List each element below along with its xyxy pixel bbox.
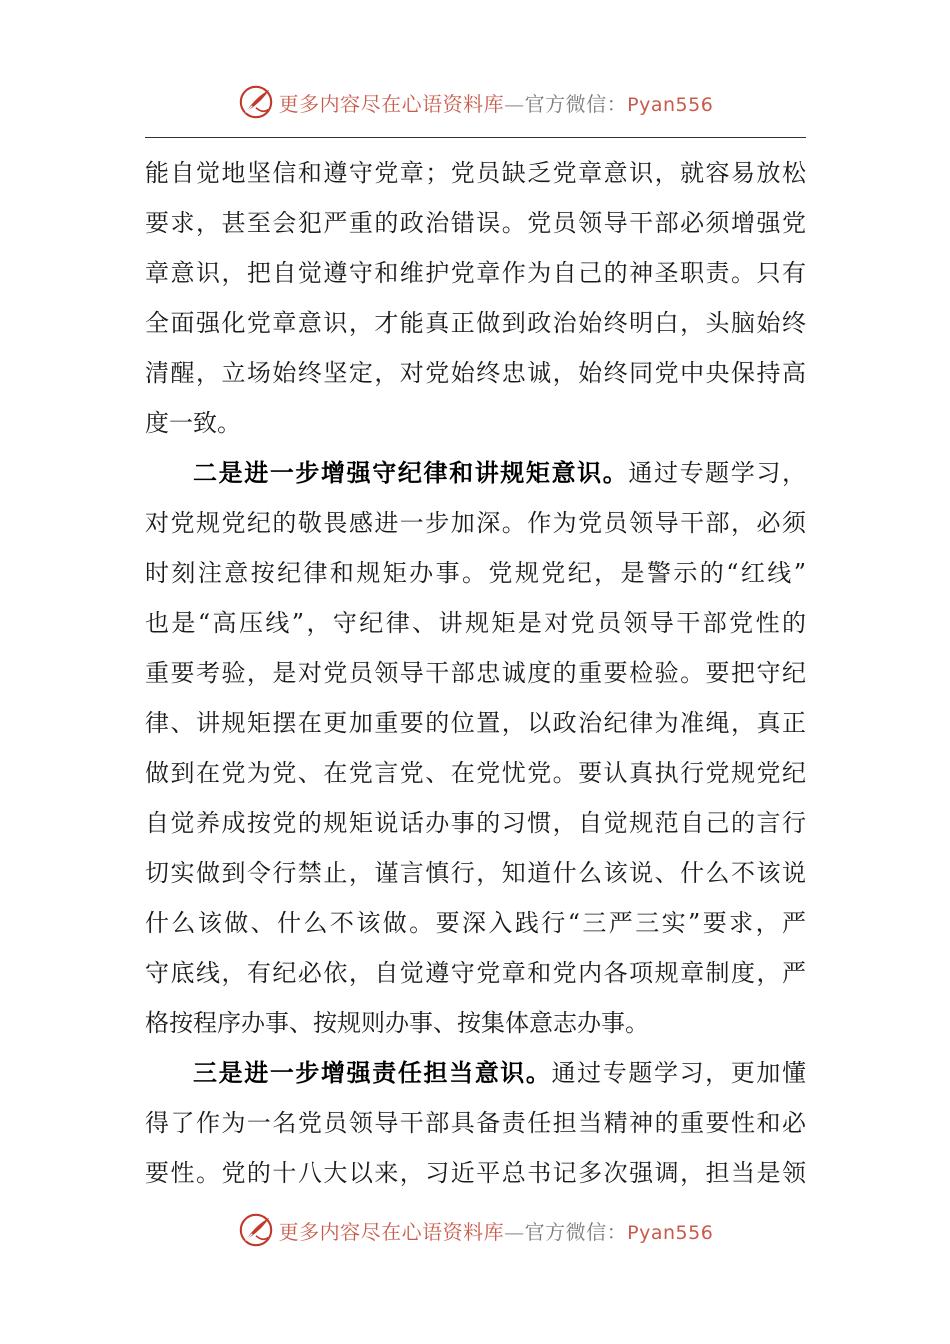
text-line: 度一致。	[145, 409, 241, 437]
text-run: 通过专题学习，更加懂	[551, 1059, 806, 1087]
text-line: 守底线，有纪必依，自觉遵守党章和党内各项规章制度，严	[145, 959, 806, 987]
banner-label: 官方微信：	[524, 1219, 628, 1244]
text-line: 律、讲规矩摆在更加重要的位置，以政治纪律为准绳，真正	[145, 709, 806, 737]
text-line: 章意识，把自觉遵守和维护党章作为自己的神圣职责。只有	[145, 259, 806, 287]
banner-dash: —	[504, 91, 525, 116]
text-line: 做到在党为党、在党言党、在党忧党。要认真执行党规党纪	[145, 759, 806, 787]
text-line: 要性。党的十八大以来，习近平总书记多次强调，担当是领	[145, 1159, 806, 1187]
text-line: 全面强化党章意识，才能真正做到政治始终明白，头脑始终	[145, 309, 806, 337]
text-line: 也是“高压线”，守纪律、讲规矩是对党员领导干部党性的	[145, 609, 806, 637]
document-body	[145, 148, 806, 1198]
banner-main-text: 更多内容尽在心语资料库	[278, 91, 505, 116]
paragraph-3	[145, 1048, 806, 1198]
text-line: 得了作为一名党员领导干部具备责任担当精神的重要性和必	[145, 1109, 806, 1137]
text-line: 能自觉地坚信和遵守党章；党员缺乏党章意识，就容易放松	[145, 159, 806, 187]
banner-wechat-id: Pyan556	[627, 93, 714, 116]
paragraph-2	[145, 448, 806, 1048]
banner-wechat-id: Pyan556	[627, 1221, 714, 1244]
text-line: 自觉养成按党的规矩说话办事的习惯，自觉规范自己的言行	[145, 809, 806, 837]
footer-banner	[0, 1208, 950, 1252]
text-line: 格按程序办事、按规则办事、按集体意志办事。	[145, 1009, 649, 1037]
banner-label: 官方微信：	[524, 91, 628, 116]
text-line: 什么该做、什么不该做。要深入践行“三严三实”要求，严	[145, 909, 806, 937]
paragraph-first-line	[145, 1048, 806, 1098]
text-line: 重要考验，是对党员领导干部忠诚度的重要检验。要把守纪	[145, 659, 806, 687]
banner-text	[279, 1216, 714, 1245]
header-rule	[145, 137, 806, 138]
text-run: 通过专题学习，	[628, 459, 806, 487]
section-heading: 三是进一步增强责任担当意识。	[193, 1058, 552, 1087]
banner-text	[279, 88, 714, 117]
quill-logo-icon	[237, 1211, 275, 1249]
header-banner	[0, 80, 950, 124]
quill-logo-icon	[237, 83, 275, 121]
text-line: 要求，甚至会犯严重的政治错误。党员领导干部必须增强党	[145, 209, 806, 237]
section-heading: 二是进一步增强守纪律和讲规矩意识。	[193, 458, 629, 487]
banner-dash: —	[504, 1219, 525, 1244]
text-line: 时刻注意按纪律和规矩办事。党规党纪，是警示的“红线”	[145, 559, 806, 587]
paragraph-1	[145, 148, 806, 448]
banner-main-text: 更多内容尽在心语资料库	[278, 1219, 505, 1244]
text-line: 对党规党纪的敬畏感进一步加深。作为党员领导干部，必须	[145, 509, 806, 537]
text-line: 清醒，立场始终坚定，对党始终忠诚，始终同党中央保持高	[145, 359, 806, 387]
text-line: 切实做到令行禁止，谨言慎行，知道什么该说、什么不该说	[145, 859, 806, 887]
paragraph-first-line	[145, 448, 806, 498]
